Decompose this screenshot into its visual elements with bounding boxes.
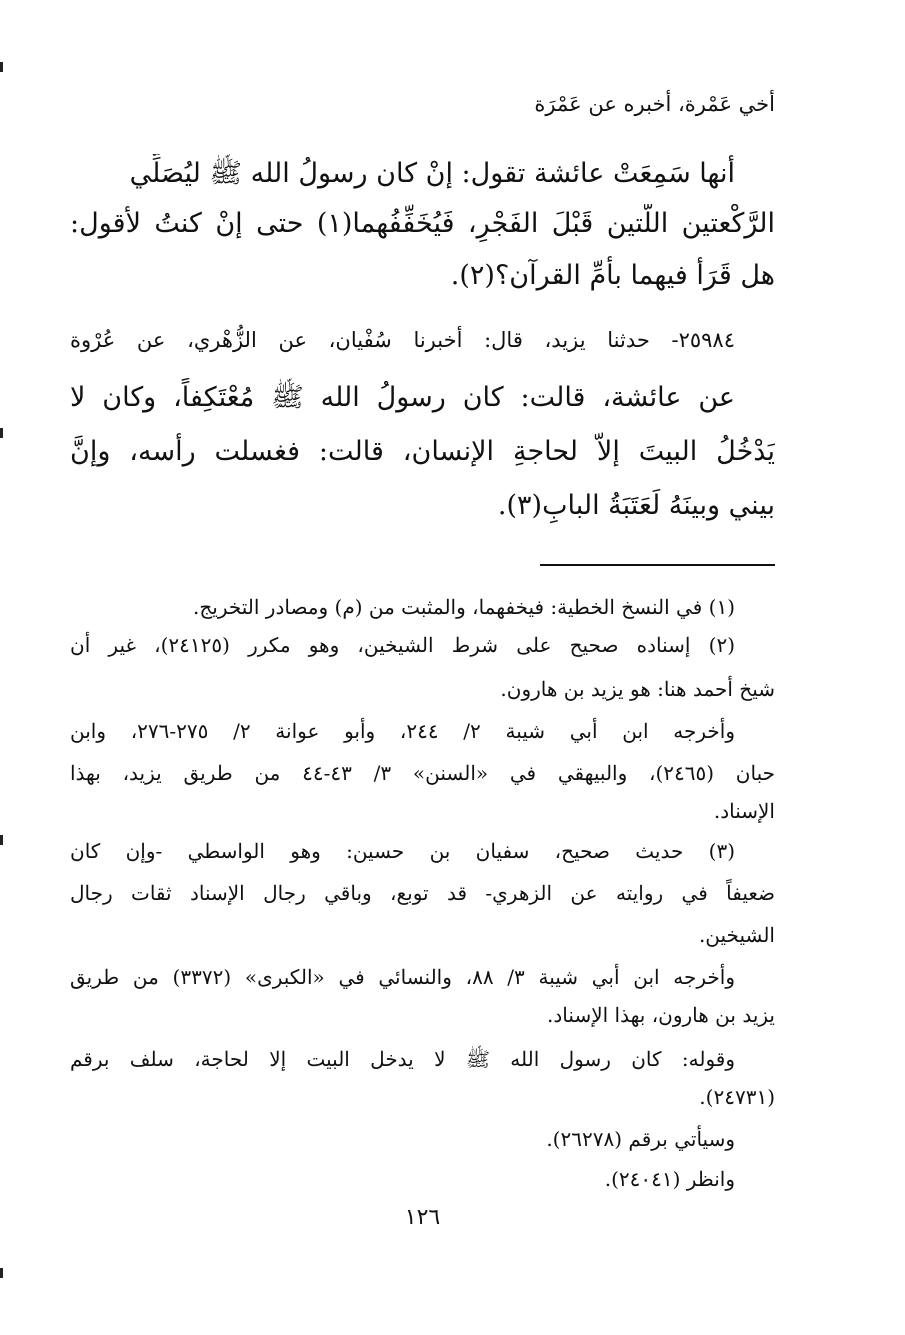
- footnote-separator: [540, 564, 775, 566]
- footnote-line: وقوله: كان رسول الله ﷺ لا يدخل البيت إلا لحاجة، سلف برقم: [70, 1047, 735, 1071]
- footnote-line: وسيأتي برقم (٢٦٢٧٨).: [546, 1127, 735, 1151]
- margin-mark: [0, 428, 3, 438]
- footnote-line: الشيخين.: [698, 923, 775, 947]
- margin-mark: [0, 62, 3, 72]
- footnote-line: حبان (٢٤٦٥)، والبيهقي في «السنن» ٣/ ٤٣-٤٤ من طريق يزيد، بهذا: [70, 761, 775, 785]
- page-number: ١٢٦: [404, 1205, 441, 1230]
- footnote-line: الإسناد.: [713, 799, 775, 823]
- main-line: الرَّكْعتين اللَّتين قَبْلَ الفَجْرِ، فَيُخَفِّفُهما(١) حتى إنْ كنتُ لأقول:: [70, 208, 775, 239]
- footnote-line: ضعيفاً في روايته عن الزهري- قد توبع، وباقي رجال الإسناد ثقات رجال: [70, 881, 775, 905]
- footnote-line: وأخرجه ابن أبي شيبة ٣/ ٨٨، والنسائي في «الكبرى» (٣٣٧٢) من طريق: [70, 965, 735, 989]
- margin-mark: [0, 1268, 3, 1278]
- footnote-line: وانظر (٢٤٠٤١).: [604, 1167, 735, 1191]
- footnote-line: (٢٤٧٣١).: [699, 1085, 775, 1109]
- main-line: أخي عَمْرة، أخبره عن عَمْرَة: [534, 92, 775, 116]
- footnote-2: (٢) إسناده صحيح على شرط الشيخين، وهو مكرر (٢٤١٢٥)، غير أن: [70, 633, 735, 657]
- main-line: بيني وبينَهُ لَعَتَبَةُ البابِ(٣).: [497, 490, 775, 521]
- footnote-line: يزيد بن هارون، بهذا الإسناد.: [547, 1003, 775, 1027]
- footnote-1: (١) في النسخ الخطية: فيخفهما، والمثبت من (م) ومصادر التخريج.: [192, 595, 735, 619]
- hadith-number-line: ٢٥٩٨٤- حدثنا يزيد، قال: أخبرنا سُفْيان، عن الزُّهْري، عن عُرْوة: [70, 328, 735, 352]
- margin-mark: [0, 835, 3, 845]
- main-line: هل قَرَأَ فيهما بأُمِّ القرآن؟(٢).: [450, 260, 775, 291]
- footnote-line: وأخرجه ابن أبي شيبة ٢/ ٢٤٤، وأبو عوانة ٢/ ٢٧٥-٢٧٦، وابن: [70, 719, 735, 743]
- main-line: عن عائشة، قالت: كان رسولُ الله ﷺ مُعْتَكِفاً، وكان لا: [70, 382, 735, 413]
- main-line: أنها سَمِعَتْ عائشة تقول: إنْ كان رسولُ الله ﷺ ليُصَلِّي: [129, 158, 735, 189]
- page-content: [70, 80, 775, 1260]
- footnote-3: (٣) حديث صحيح، سفيان بن حسين: وهو الواسطي -وإن كان: [70, 839, 735, 863]
- footnote-2-cont: شيخ أحمد هنا: هو يزيد بن هارون.: [500, 677, 775, 701]
- main-line: يَدْخُلُ البيتَ إلاّ لحاجةِ الإنسان، قالت: فغسلت رأسه، وإنَّ: [70, 436, 775, 467]
